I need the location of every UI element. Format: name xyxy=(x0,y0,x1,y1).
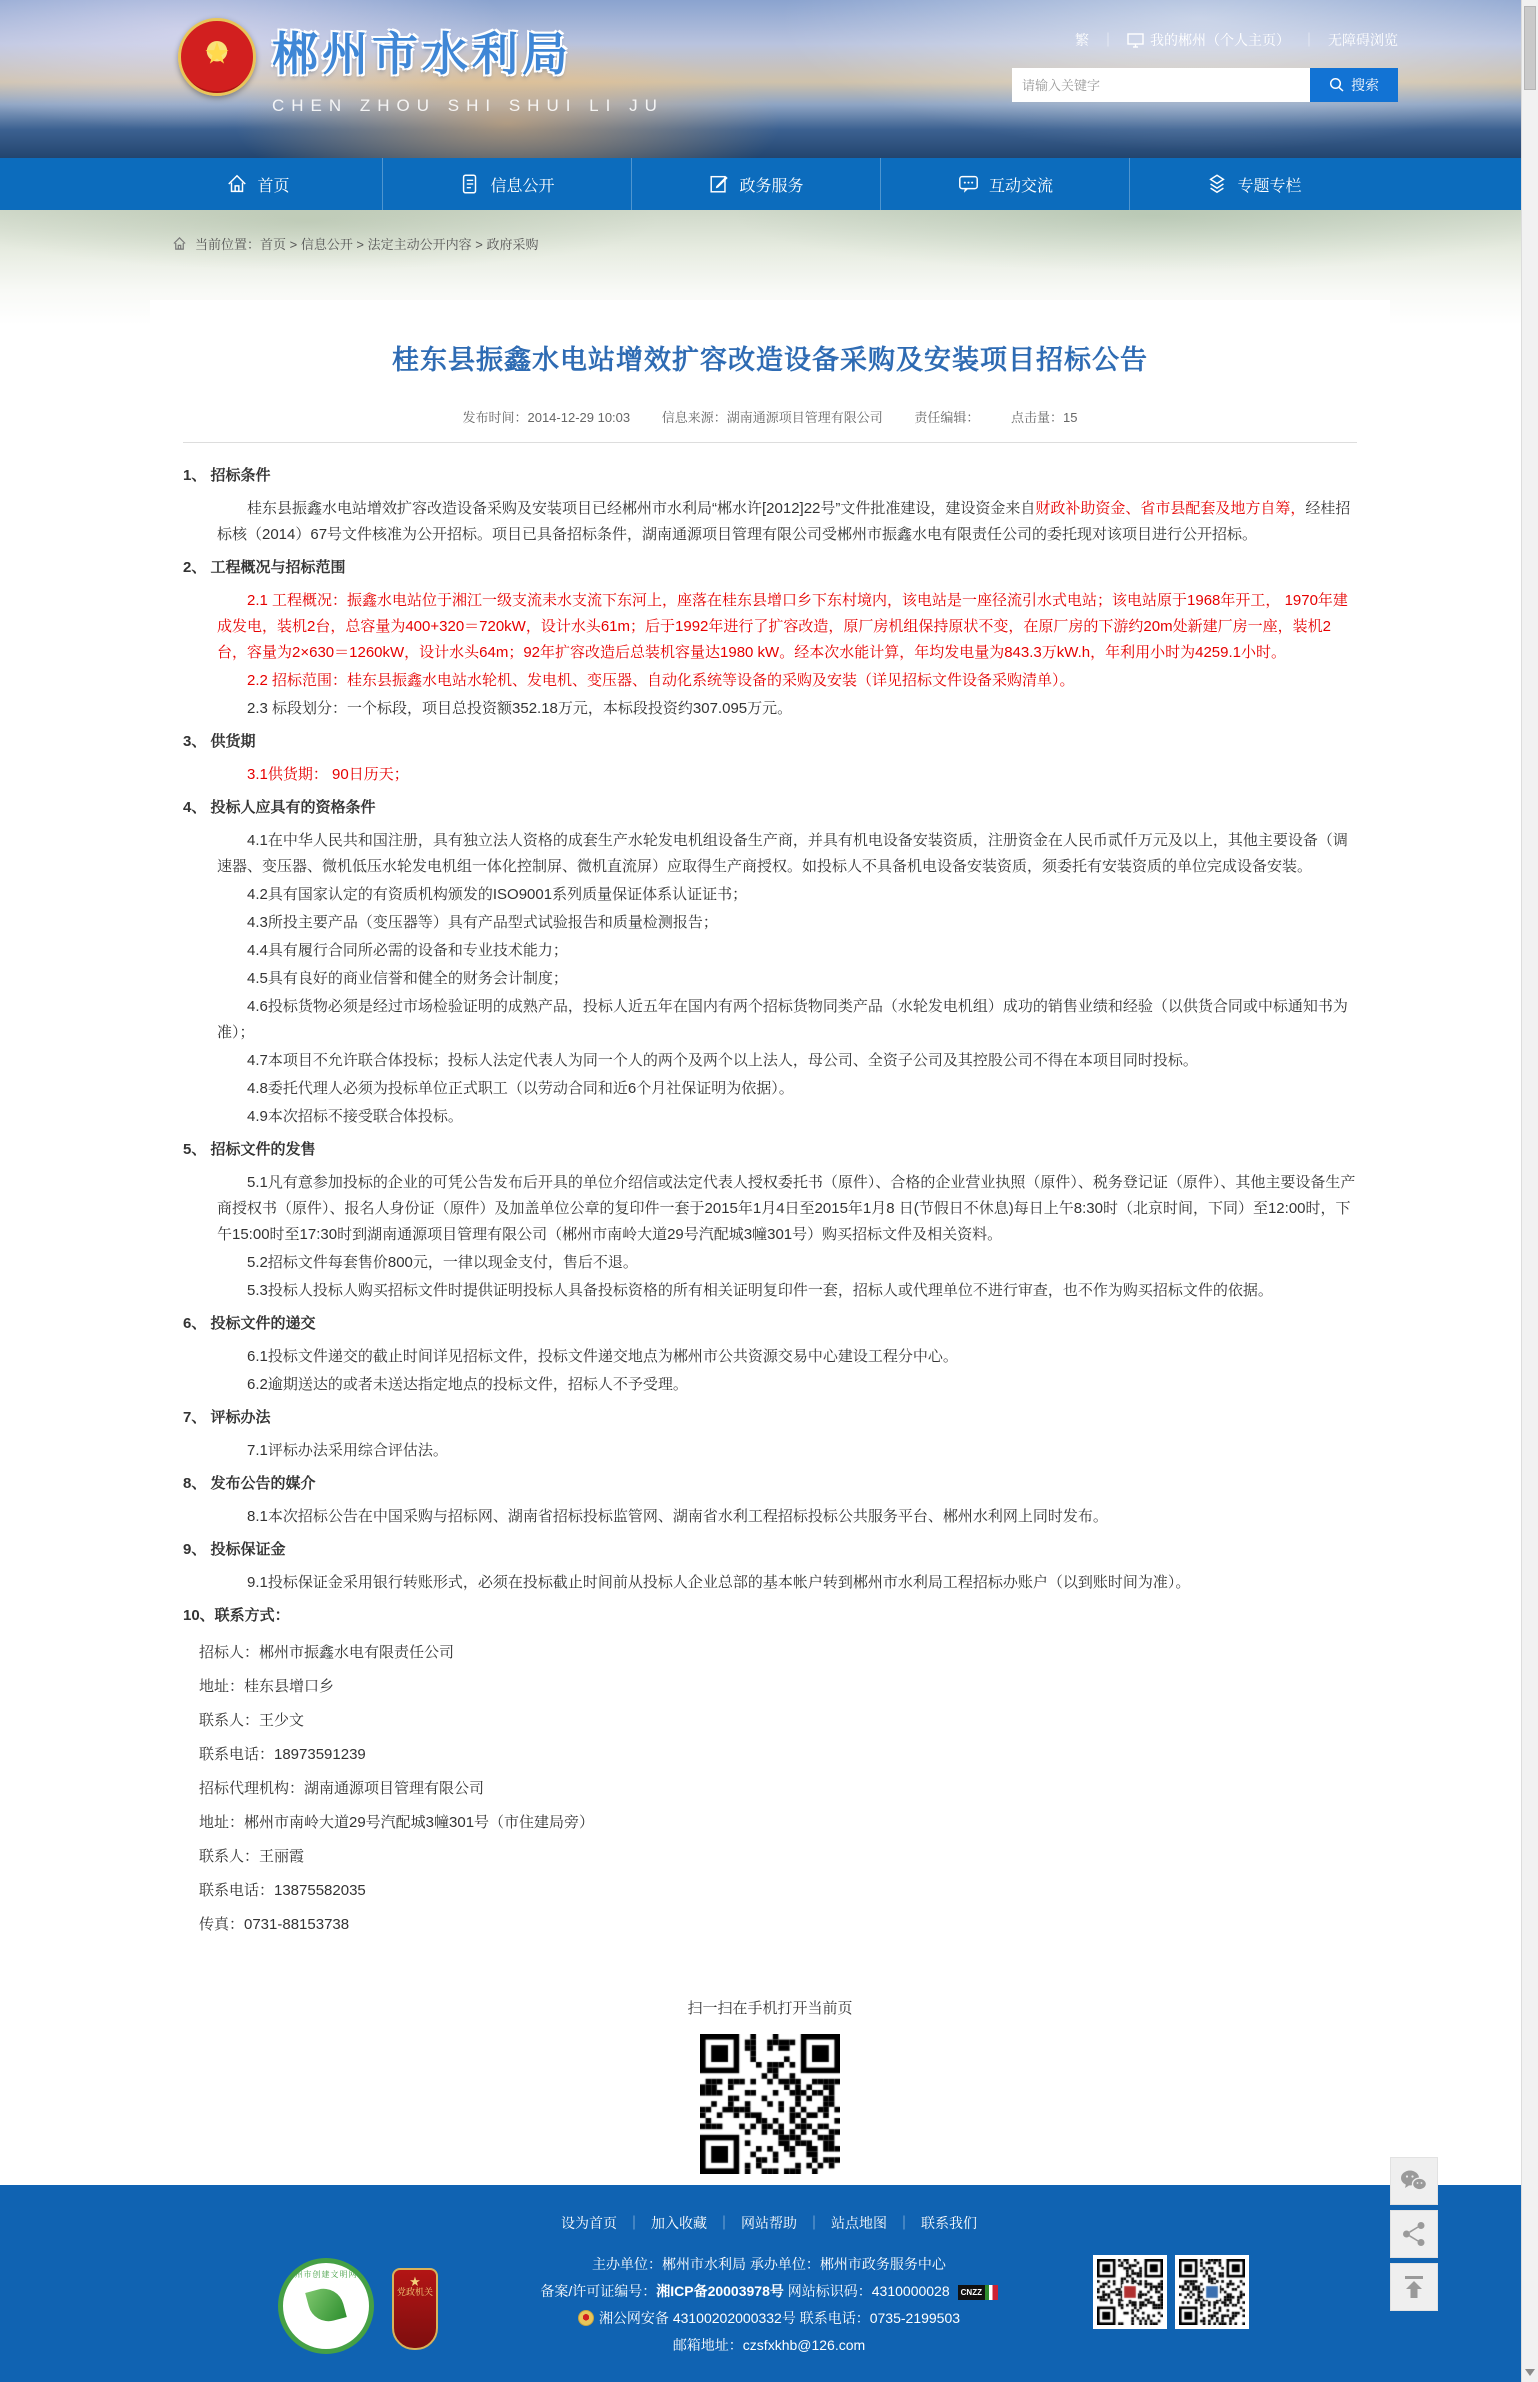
scrollbar[interactable] xyxy=(1521,0,1538,2382)
footer-qr-codes xyxy=(1093,2255,1249,2329)
national-emblem-logo xyxy=(178,18,256,96)
article-paragraph: 联系人：王丽霞 xyxy=(199,1848,305,1865)
footer-org-line: 主办单位：郴州市水利局 承办单位：郴州市政务服务中心 xyxy=(592,2256,946,2272)
icp-number[interactable]: 湘ICP备20003978号 xyxy=(656,2283,784,2299)
share-icon xyxy=(1402,2221,1426,2247)
home-icon xyxy=(172,236,187,251)
article-paragraph: 6.2逾期送达的或者未送达指定地点的投标文件，招标人不予受理。 xyxy=(247,1376,688,1393)
article-paragraph: 4.7本项目不允许联合体投标；投标人法定代表人为同一个人的两个及两个以上法人，母公司、全资子公司及其控股公司不得在本项目同时投标。 xyxy=(247,1052,1198,1069)
article-paragraph: 4.3所投主要产品（变压器等）具有产品型式试验报告和质量检测报告； xyxy=(247,914,718,931)
floating-widgets xyxy=(1390,2157,1438,2316)
article-heading: 2、 工程概况与招标范围 xyxy=(183,559,346,576)
article-container xyxy=(150,300,1390,2274)
arrow-up-icon xyxy=(1402,2274,1426,2300)
article-paragraph: 4.1在中华人民共和国注册，具有独立法人资格的成套生产水轮发电机组设备生产商，并具有机电设备安装资质，注册资金在人民币贰仟万元及以上，其他主要设备（调速器、变压器、微机低压水轮发电机组一体化控制屏、微机直流屏）应取得生产商授权。如投标人不具备机电设备安装资质，须委托有安装资质的单位完成设备安装。 xyxy=(217,832,1348,875)
utility-separator: ｜ xyxy=(1101,32,1115,48)
footer-email-line: 邮箱地址：czsfxkhb@126.com xyxy=(672,2337,866,2353)
footer-police-line xyxy=(0,2305,1538,2332)
article-heading: 8、 发布公告的媒介 xyxy=(183,1475,316,1492)
article-heading: 6、 投标文件的递交 xyxy=(183,1315,316,1332)
share-widget-button[interactable] xyxy=(1390,2210,1438,2258)
article-paragraph: 2.2 招标范围：桂东县振鑫水电站水轮机、发电机、变压器、自动化系统等设备的采购及安装（详见招标文件设备采购清单）。 xyxy=(247,672,1075,689)
article-body xyxy=(183,463,1357,1942)
site-name: 郴州市水利局 xyxy=(272,28,572,80)
footer-qr-code-2 xyxy=(1179,2259,1245,2325)
nav-item-label: 专题专栏 xyxy=(1237,177,1302,195)
article-paragraph: 5.1凡有意参加投标的企业的可凭公告发布后开具的单位介绍信或法定代表人授权委托书（原件）、合格的企业营业执照（原件）、税务登记证（原件）、其他主要设备生产商授权书（原件）、报名人身份证（原件）及加盖单位公章的复印件一套于2015年1月4日至2015年1月8 日(节假日不休息)每日上午8:30时（北京时间，下同）至12:00时，下午15:00时至17:30时到湖南通源项目管理有限公司（郴州市南岭大道29号汽配城3幢301号）购买招标文件及相关资料。 xyxy=(217,1174,1356,1243)
editor: 责任编辑： xyxy=(914,410,980,425)
breadcrumb-text[interactable]: 当前位置：首页 > 信息公开 > 法定主动公开内容 > 政府采购 xyxy=(195,237,539,252)
my-chenzhou-label: 我的郴州（个人主页） xyxy=(1150,32,1290,48)
icp-label: 备案/许可证编号： xyxy=(540,2283,657,2299)
wechat-icon xyxy=(1400,2169,1428,2193)
site-code: 网站标识码：4310000028 xyxy=(783,2283,950,2299)
breadcrumb xyxy=(172,234,538,253)
article-paragraph: 4.6投标货物必须是经过市场检验证明的成熟产品，投标人近五年在国内有两个招标货物同类产品（水轮发电机组）成功的销售业绩和经验（以供货合同或中标通知书为准）； xyxy=(217,998,1348,1041)
footer-link[interactable]: 网站帮助 xyxy=(741,2215,797,2231)
site-name-en: CHEN ZHOU SHI SHUI LI JU xyxy=(272,96,664,115)
article-paragraph: 招标人：郴州市振鑫水电有限责任公司 xyxy=(199,1644,455,1661)
article-heading: 1、 招标条件 xyxy=(183,467,271,484)
article-heading: 5、 招标文件的发售 xyxy=(183,1141,316,1158)
info-source: 信息来源：湖南通源项目管理有限公司 xyxy=(661,410,883,425)
meta-divider xyxy=(183,442,1357,443)
nav-item-home[interactable] xyxy=(134,158,382,210)
main-navigation xyxy=(0,158,1538,210)
article-paragraph: 5.2招标文件每套售价800元，一律以现金支付，售后不退。 xyxy=(247,1254,638,1271)
footer-link-separator: ｜ xyxy=(627,2215,641,2231)
civilized-website-badge[interactable] xyxy=(278,2258,374,2354)
site-branding[interactable] xyxy=(178,18,664,116)
leaf-icon xyxy=(305,2284,347,2326)
nav-item-label: 互动交流 xyxy=(988,177,1053,195)
search-input[interactable] xyxy=(1012,68,1310,102)
article-paragraph: 8.1本次招标公告在中国采购与招标网、湖南省招标投标监管网、湖南省水利工程招标投标公共服务平台、郴州水利网上同时发布。 xyxy=(247,1508,1108,1525)
traditional-chinese-link[interactable]: 繁 xyxy=(1075,32,1089,48)
utility-bar xyxy=(1075,30,1398,50)
qr-caption: 扫一扫在手机打开当前页 xyxy=(687,2000,853,2017)
article-heading: 10、联系方式： xyxy=(183,1607,290,1624)
police-number[interactable]: 湘公网安备 43100202000332号 联系电话：0735-2199503 xyxy=(598,2310,961,2326)
footer-link[interactable]: 站点地图 xyxy=(831,2215,887,2231)
article-paragraph: 地址：桂东县增口乡 xyxy=(199,1678,335,1695)
footer-qr-code-1 xyxy=(1097,2259,1163,2325)
article-heading: 9、 投标保证金 xyxy=(183,1541,286,1558)
back-to-top-button[interactable] xyxy=(1390,2263,1438,2311)
wechat-widget-button[interactable] xyxy=(1390,2157,1438,2205)
article-paragraph: 地址：郴州市南岭大道29号汽配城3幢301号（市住建局旁） xyxy=(199,1814,595,1831)
article-heading: 4、 投标人应具有的资格条件 xyxy=(183,799,376,816)
footer-link-separator: ｜ xyxy=(717,2215,731,2231)
article-paragraph: 3.1供货期： 90日历天； xyxy=(247,766,409,783)
chat-icon xyxy=(957,173,980,195)
site-search xyxy=(1012,68,1398,102)
article-meta xyxy=(150,407,1390,426)
civilized-website-badge-label: 郴州市创建文明网站 xyxy=(285,2270,367,2279)
article-paragraph: 联系电话：13875582035 xyxy=(199,1882,366,1899)
article-paragraph: 5.3投标人投标人购买招标文件时提供证明投标人具备投标资格的所有相关证明复印件一套，招标人或代理单位不进行审查，也不作为购买招标文件的依据。 xyxy=(247,1282,1273,1299)
article-paragraph: 4.4具有履行合同所必需的设备和专业技术能力； xyxy=(247,942,568,959)
article-paragraph: 7.1评标办法采用综合评估法。 xyxy=(247,1442,448,1459)
utility-separator: ｜ xyxy=(1302,32,1316,48)
scrollbar-down-arrow[interactable] xyxy=(1525,2369,1535,2376)
article-paragraph: 招标代理机构：湖南通源项目管理有限公司 xyxy=(199,1780,485,1797)
party-government-badge-label: 党政机关 xyxy=(396,2287,433,2297)
article-title: 桂东县振鑫水电站增效扩容改造设备采购及安装项目招标公告 xyxy=(392,345,1148,375)
nav-item-edit[interactable] xyxy=(631,158,880,210)
search-button-label: 搜索 xyxy=(1351,77,1379,93)
article-paragraph: 2.3 标段划分：一个标段，项目总投资额352.18万元，本标段投资约307.095万元。 xyxy=(247,700,793,717)
page-qr-code xyxy=(700,2034,840,2174)
layers-icon xyxy=(1206,173,1228,195)
footer-link[interactable]: 联系我们 xyxy=(921,2215,977,2231)
article-heading: 3、 供货期 xyxy=(183,733,256,750)
publish-time: 发布时间：2014-12-29 10:03 xyxy=(462,410,631,425)
nav-item-document[interactable] xyxy=(382,158,631,210)
hit-count: 点击量：15 xyxy=(1011,410,1078,425)
footer-link-separator: ｜ xyxy=(807,2215,821,2231)
article-paragraph: 联系人：王少文 xyxy=(199,1712,305,1729)
article-paragraph: 4.8委托代理人必须为投标单位正式职工（以劳动合同和近6个月社保证明为依据）。 xyxy=(247,1080,794,1097)
home-icon xyxy=(226,173,248,195)
accessibility-link[interactable]: 无障碍浏览 xyxy=(1328,32,1398,48)
article-paragraph: 4.5具有良好的商业信誉和健全的财务会计制度； xyxy=(247,970,568,987)
footer-info xyxy=(0,2251,1538,2359)
footer-links xyxy=(0,2213,1538,2233)
article-paragraph: 传真：0731-88153738 xyxy=(199,1916,350,1933)
masthead-banner xyxy=(0,0,1538,158)
article-paragraph: 9.1投标保证金采用银行转账形式，必须在投标截止时间前从投标人企业总部的基本帐户转到郴州市水利局工程招标办账户（以到账时间为准）。 xyxy=(247,1574,1191,1591)
scrollbar-thumb[interactable] xyxy=(1524,6,1536,90)
star-icon: ★ xyxy=(409,2274,421,2289)
nav-item-label: 信息公开 xyxy=(490,177,555,195)
search-icon xyxy=(1329,77,1345,93)
cnzz-stats-badge[interactable]: CNZZ xyxy=(958,2285,998,2300)
search-button[interactable] xyxy=(1310,68,1398,102)
footer-link[interactable]: 加入收藏 xyxy=(651,2215,707,2231)
footer-link[interactable]: 设为首页 xyxy=(561,2215,617,2231)
monitor-icon xyxy=(1127,33,1144,48)
nav-item-label: 政务服务 xyxy=(739,177,804,195)
article-paragraph: 6.1投标文件递交的截止时间详见招标文件，投标文件递交地点为郴州市公共资源交易中心建设工程分中心。 xyxy=(247,1348,958,1365)
my-chenzhou-link[interactable] xyxy=(1127,30,1290,50)
nav-item-label: 首页 xyxy=(257,177,290,195)
document-icon xyxy=(459,173,481,195)
article-heading: 7、 评标办法 xyxy=(183,1409,271,1426)
nav-item-layers[interactable] xyxy=(1129,158,1378,210)
page-footer xyxy=(0,2185,1538,2382)
police-badge-icon xyxy=(578,2310,594,2326)
party-government-badge[interactable] xyxy=(392,2268,438,2350)
nav-item-chat[interactable] xyxy=(880,158,1129,210)
article-paragraph: 联系电话：18973591239 xyxy=(199,1746,366,1763)
footer-link-separator: ｜ xyxy=(897,2215,911,2231)
article-paragraph: 4.9本次招标不接受联合体投标。 xyxy=(247,1108,463,1125)
article-paragraph: 2.1 工程概况：振鑫水电站位于湘江一级支流耒水支流下东河上，座落在桂东县增口乡下东村境内，该电站是一座径流引水式电站；该电站原于1968年开工， 1970年建成发电，装机2台，总容量为400+320＝720kW，设计水头61m；后于1992年进行了扩容改造，原厂房机组保持原状不变，在原厂房的下游约20m处新建厂房一座，装机2台，容量为2×630＝1260kW，设计水头64m；92年扩容改造后总装机容量达1980 kW。经本次水能计算，年均发电量为843.3万kW.h，年利用小时为4259.1小时。 xyxy=(217,592,1348,661)
article-paragraph: 桂东县振鑫水电站增效扩容改造设备采购及安装项目已经郴州市水利局“郴水许[2012]22号”文件批准建设，建设资金来自财政补助资金、省市县配套及地方自筹，经桂招标核（2014）67号文件核准为公开招标。项目已具备招标条件，湖南通源项目管理有限公司受郴州市振鑫水电有限责任公司的委托现对该项目进行公开招标。 xyxy=(217,500,1351,543)
article-paragraph: 4.2具有国家认定的有资质机构颁发的ISO9001系列质量保证体系认证证书； xyxy=(247,886,748,903)
edit-icon xyxy=(708,173,730,195)
